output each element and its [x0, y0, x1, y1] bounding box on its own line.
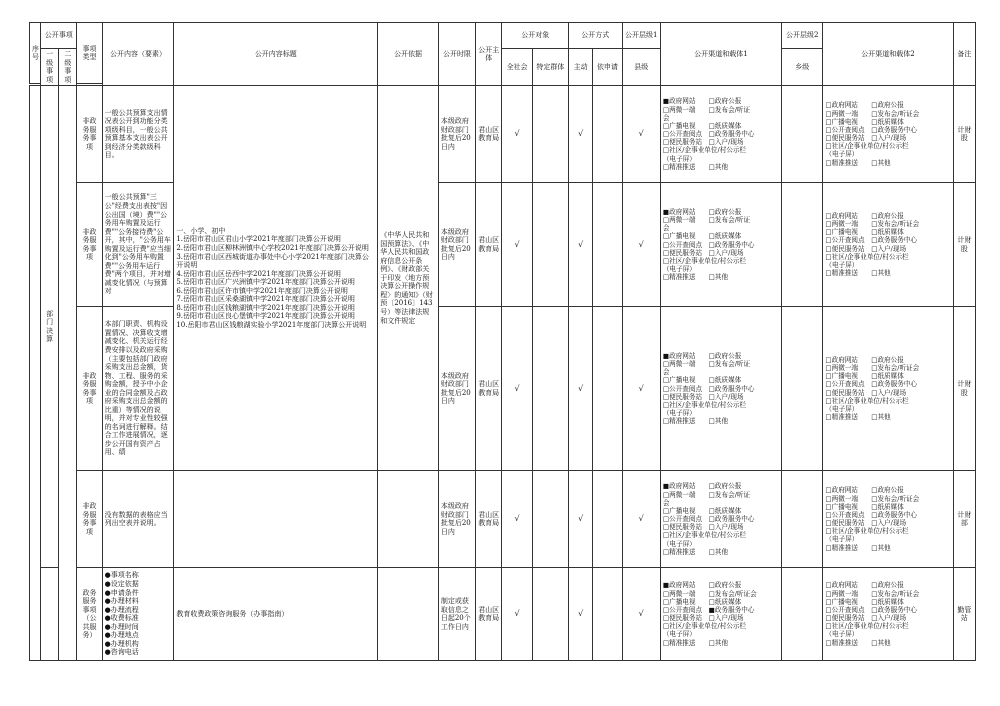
item-type-cell: 非政务服务事项 [77, 471, 102, 568]
header-channel1: 公开渠道和载体1 [660, 23, 781, 86]
header-basis: 公开依据 [378, 23, 439, 86]
content-cell: 一般公共预算"三公"经费支出表按"因公出国（境）费""公务用车购置及运行费""公务接待费"公开，其中，"公务用车购置及运行费"应当细化到"公务用车购置费""公务用车运行费"两个项目，并对增减变化情况（与预算对 [102, 183, 174, 307]
header-seq: 序号 [30, 23, 41, 84]
channel2-cell: □政府网站 □政府公报 □两微一端 □发布会/听证会 □广播电视 □纸质媒体 □公开查阅点 □政务服务中心 □便民服务站 □入户/现场 □社区/企事业单位/村公示栏 （电子屏） □精准推送 □其他 [823, 183, 953, 307]
level2-town-check [782, 183, 823, 307]
header-subject: 公开主体 [476, 23, 502, 86]
header-mode-apply: 依申请 [593, 49, 622, 86]
content-cell: 没有数据的表格应当列出空表并说明。 [102, 471, 174, 568]
channel1-cell: ■政府网站 □政府公报 □两微一端 □发布会/听证 会 □广播电视 □纸质媒体 □公开查阅点 □政务服务中心 □便民服务站 □入户/现场 □社区/企事业单位/村公示栏 （电子屏） □精准推送 □其他 [660, 471, 781, 568]
level2-town-check [782, 471, 823, 568]
mode-apply-check [593, 183, 622, 307]
level1-county-check: √ [622, 183, 660, 307]
time-cell: 本级政府财政部门批复后20日内 [438, 183, 475, 307]
header-level1: 公开层级1 [622, 23, 660, 49]
mode-apply-check [593, 471, 622, 568]
level2-town-check [782, 307, 823, 471]
channel1-cell: ■政府网站 □政府公报 □两微一端 □发布会/听证会 □广播电视 □纸质媒体 □公开查阅点 ■政务服务中心 □便民服务站 □入户/现场 □社区/企事业单位/村公示栏 （电子屏） □精准推送 □其他 [660, 568, 781, 661]
l1-item-cell [41, 568, 59, 661]
target-all-check: √ [502, 568, 532, 661]
channel1-cell: ■政府网站 □政府公报 □两微一端 □发布会/听证 会 □广播电视 □纸质媒体 □公开查阅点 □政务服务中心 □便民服务站 □入户/现场 □社区/企事业单位/村公示栏 （电子屏） □精准推送 □其他 [660, 86, 781, 183]
mode-apply-check [593, 86, 622, 183]
mode-active-check: √ [569, 307, 593, 471]
mode-active-check: √ [569, 86, 593, 183]
channel2-cell: □政府网站 □政府公报 □两微一端 □发布会/听证会 □广播电视 □纸质媒体 □公开查阅点 □政务服务中心 □便民服务站 □入户/现场 □社区/企事业单位/村公示栏 （电子屏） □精准推送 □其他 [823, 471, 953, 568]
channel2-cell: □政府网站 □政府公报 □两微一端 □发布会/听证会 □广播电视 □纸质媒体 □公开查阅点 □政务服务中心 □便民服务站 □入户/现场 □社区/企事业单位/村公示栏 （电子屏） □精准推送 □其他 [823, 568, 953, 661]
content-cell: 本部门职责、机构设置情况、决算收支增减变化、机关运行经费安排以及政府采购（主要包括部门政府采购支出总金额，货物、工程、服务的采购金额，授予中小企业的合同金额及占政府采购支出总金额的比重）等情况的说明，并对专业性较强的名词进行解释。结合工作进展情况，逐步公开国有资产占用、绩 [102, 307, 174, 471]
remark-cell: 计财股 [953, 183, 975, 307]
item-type-cell: 非政务服务事项 [77, 183, 102, 307]
mode-active-check: √ [569, 183, 593, 307]
remark-cell: 勤管站 [953, 568, 975, 661]
header-target-all: 全社会 [502, 49, 532, 86]
header-time: 公开时限 [438, 23, 475, 86]
mode-active-check: √ [569, 568, 593, 661]
mode-apply-check [593, 568, 622, 661]
basis-cell [378, 471, 439, 568]
target-group-check [532, 86, 568, 183]
level1-county-check: √ [622, 86, 660, 183]
title-cell: 教育收费政策咨询服务（办事指南） [174, 568, 378, 661]
content-cell: ●事项名称 ●设定依据 ●申请条件 ●办理材料 ●办理流程 ●收费标准 ●办理时间 ●办理地点 ●办理机构 ●咨询电话 [102, 568, 174, 661]
header-content: 公开内容（要素） [102, 23, 174, 86]
header-mode-active: 主动 [569, 49, 593, 86]
target-group-check [532, 471, 568, 568]
target-all-check: √ [502, 183, 532, 307]
header-remark: 备注 [953, 23, 975, 86]
header-target-group: 特定群体 [532, 49, 568, 86]
channel1-cell: ■政府网站 □政府公报 □两微一端 □发布会/听证 会 □广播电视 □纸质媒体 □公开查阅点 □政务服务中心 □便民服务站 □入户/现场 □社区/企事业单位/村公示栏 （电子屏） □精准推送 □其他 [660, 183, 781, 307]
header-item: 公开事项 [41, 23, 77, 49]
time-cell: 制定或获取信息之日起20个工作日内 [438, 568, 475, 661]
target-all-check: √ [502, 307, 532, 471]
title-cell [174, 471, 378, 568]
table-row [30, 183, 976, 307]
remark-cell: 计财部 [953, 471, 975, 568]
time-cell: 本级政府财政部门批复后20日内 [438, 307, 475, 471]
content-cell: 一般公共预算支出情况表公开到功能分类项级科目，一般公共预算基本支出表公开到经济分类款级科目。 [102, 86, 174, 183]
seq-cell [30, 86, 41, 661]
target-all-check: √ [502, 471, 532, 568]
header-target: 公开对象 [502, 23, 569, 49]
mode-apply-check [593, 307, 622, 471]
mode-active-check: √ [569, 471, 593, 568]
subject-cell: 君山区教育局 [476, 471, 502, 568]
header-channel2: 公开渠道和载体2 [823, 23, 953, 86]
basis-cell [378, 568, 439, 661]
l1-item-cell: 部门决算 [41, 86, 59, 568]
time-cell: 本级政府财政部门批复后20日内 [438, 86, 475, 183]
table-row [30, 86, 976, 183]
header-item-l1: 一级事项 [41, 49, 59, 86]
header-row [30, 23, 976, 49]
title-cell: 一、小学、初中 1.岳阳市君山区君山小学2021年度部门决算公开说明 2.岳阳市君山区柳林洲镇中心学校2021年度部门决算公开说明 3.岳阳市君山区西城街道办事处中心小学2021年度部门决算公开说明 4.岳阳市君山区岳西中学2021年度部门决算公开说明 5.岳阳市君山区广兴洲镇中学2021年度部门决算公开说明 6.岳阳市君山区许市镇中学2021年度部门决算公开说明 7.岳阳市君山区采桑湖镇中学2021年度部门决算公开说明 8.岳阳市君山区钱粮湖镇中学2021年度部门决算公开说明 9.岳阳市君山区良心堡镇中学2021年度部门决算公开说明 10.岳阳市君山区钱粮湖实验小学2021年度部门决算公开说明 [174, 86, 378, 471]
remark-cell: 计财股 [953, 307, 975, 471]
channel1-cell: ■政府网站 □政府公报 □两微一端 □发布会/听证 会 □广播电视 □纸质媒体 □公开查阅点 □政务服务中心 □便民服务站 □入户/现场 □社区/企事业单位/村公示栏 （电子屏） □精准推送 □其他 [660, 307, 781, 471]
table-row [30, 307, 976, 471]
subject-cell: 君山区教育局 [476, 568, 502, 661]
channel2-cell: □政府网站 □政府公报 □两微一端 □发布会/听证会 □广播电视 □纸质媒体 □公开查阅点 □政务服务中心 □便民服务站 □入户/现场 □社区/企事业单位/村公示栏 （电子屏） □精准推送 □其他 [823, 307, 953, 471]
level1-county-check: √ [622, 471, 660, 568]
header-mode: 公开方式 [569, 23, 622, 49]
time-cell: 本级政府财政部门批复后20日内 [438, 471, 475, 568]
item-type-cell: 非政务服务事项 [77, 307, 102, 471]
target-group-check [532, 183, 568, 307]
header-level2-town: 乡级 [782, 49, 823, 86]
level2-town-check [782, 568, 823, 661]
table-row [30, 568, 976, 661]
disclosure-table [29, 22, 976, 661]
level1-county-check: √ [622, 307, 660, 471]
level2-town-check [782, 86, 823, 183]
l2-item-cell [59, 86, 77, 661]
subject-cell: 君山区教育局 [476, 183, 502, 307]
target-group-check [532, 307, 568, 471]
target-group-check [532, 568, 568, 661]
item-type-cell: 非政务服务事项 [77, 86, 102, 183]
header-level2: 公开层级2 [782, 23, 823, 49]
subject-cell: 君山区教育局 [476, 86, 502, 183]
header-item-type: 事项类型 [77, 23, 102, 84]
header-item-l2: 二级事项 [59, 49, 77, 86]
level1-county-check: √ [622, 568, 660, 661]
item-type-cell: 政务服务事项（公共服务） [77, 568, 102, 661]
target-all-check: √ [502, 86, 532, 183]
channel2-cell: □政府网站 □政府公报 □两微一端 □发布会/听证会 □广播电视 □纸质媒体 □公开查阅点 □政务服务中心 □便民服务站 □入户/现场 □社区/企事业单位/村公示栏 （电子屏） □精准推送 □其他 [823, 86, 953, 183]
subject-cell: 君山区教育局 [476, 307, 502, 471]
basis-cell: 《中华人民共和国预算法》、《中华人民共和国政府信息公开条例》、《财政部关于印发〈地方预决算公开操作规程〉的通知》（财预〔2016〕143号）等法律法规和文件规定 [378, 86, 439, 471]
header-title: 公开内容标题 [174, 23, 378, 86]
remark-cell: 计财股 [953, 86, 975, 183]
table-row [30, 471, 976, 568]
header-level1-county: 县级 [622, 49, 660, 86]
